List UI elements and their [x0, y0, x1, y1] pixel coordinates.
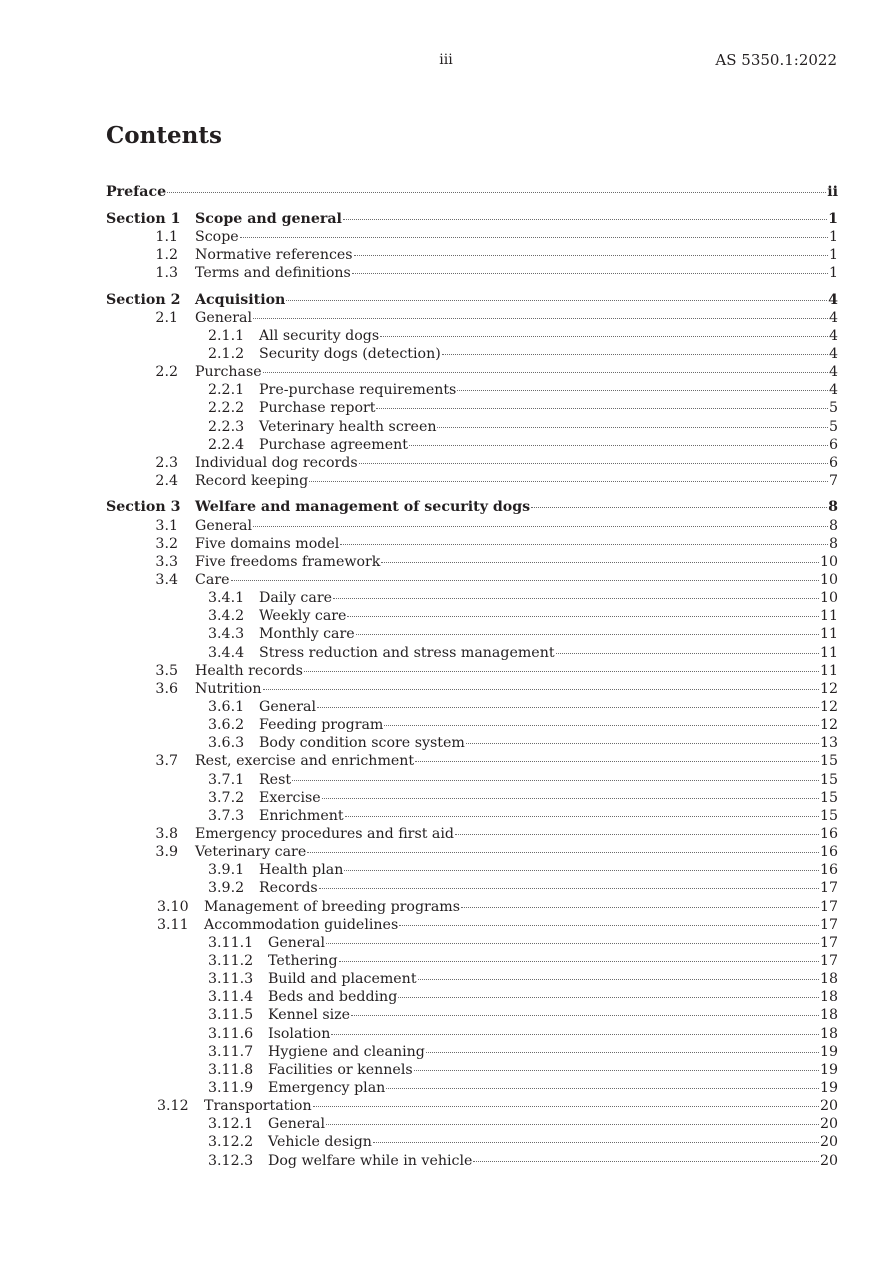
toc-dot-leader [442, 354, 828, 355]
toc-entry-number: 3.12.1 [208, 1116, 254, 1133]
toc-dot-leader [461, 907, 819, 908]
toc-dot-leader [339, 961, 819, 962]
toc-entry[interactable] [106, 1079, 838, 1097]
toc-dot-leader [409, 445, 828, 446]
toc-entry-page: 10 [819, 572, 838, 588]
toc-entry-number: 1.3 [155, 265, 178, 282]
toc-dot-leader [307, 852, 819, 853]
toc-entry-page: 4 [828, 291, 838, 308]
toc-dot-leader [331, 1034, 819, 1035]
toc-entry-label: Vehicle design [268, 1134, 372, 1151]
toc-entry[interactable] [106, 607, 838, 625]
toc-entry[interactable] [106, 1133, 838, 1151]
toc-entry-page: 6 [828, 454, 838, 471]
toc-entry-page: 10 [819, 590, 838, 607]
toc-dot-leader [326, 943, 819, 944]
toc-entry[interactable] [106, 1152, 838, 1170]
toc-dot-leader [398, 997, 819, 998]
toc-entry-label: Management of breeding programs [204, 898, 461, 915]
toc-entry-page: 18 [819, 971, 838, 988]
toc-entry-label: Records [259, 880, 318, 897]
toc-entry-page: 7 [828, 473, 838, 489]
toc-entry[interactable] [106, 436, 838, 454]
toc-entry[interactable] [106, 1006, 838, 1024]
toc-entry-page: 4 [828, 364, 838, 381]
toc-entry-label: Five freedoms framework [195, 553, 381, 570]
toc-entry-page: 11 [819, 608, 838, 625]
toc-entry[interactable] [106, 1097, 838, 1115]
toc-entry[interactable] [106, 589, 838, 607]
toc-entry-label: Security dogs (detection) [259, 346, 441, 363]
toc-entry[interactable] [106, 988, 838, 1006]
toc-entry-label: Veterinary care [195, 844, 307, 861]
toc-entry-page: 17 [819, 880, 838, 897]
toc-dot-leader [313, 1106, 819, 1107]
toc-entry[interactable] [106, 970, 838, 988]
toc-entry-label: Veterinary health screen [259, 418, 437, 435]
toc-entry-number: 3.6 [155, 680, 178, 697]
toc-dot-leader [473, 1161, 819, 1162]
toc-entry[interactable] [106, 517, 838, 535]
toc-entry-label: General [268, 934, 326, 951]
toc-dot-leader [457, 390, 828, 391]
toc-entry[interactable] [106, 228, 838, 246]
toc-dot-leader [167, 192, 826, 193]
toc-entry-page: 4 [828, 382, 838, 399]
toc-entry[interactable] [106, 934, 838, 952]
toc-entry-label: Dog welfare while in vehicle [268, 1152, 473, 1169]
toc-entry-page: 15 [819, 753, 838, 770]
toc-entry-label: Purchase agreement [259, 436, 408, 453]
toc-entry[interactable] [106, 264, 838, 282]
toc-dot-leader [326, 1124, 819, 1125]
toc-entry-page: 18 [819, 1025, 838, 1042]
toc-dot-leader [292, 780, 819, 781]
toc-entry-number: 3.6.2 [208, 717, 245, 734]
toc-entry-label: Acquisition [195, 291, 286, 308]
toc-entry-page: 11 [819, 662, 838, 679]
toc-entry-label: Care [195, 572, 230, 588]
toc-entry-label: Individual dog records [195, 454, 358, 471]
toc-entry-page: 4 [828, 346, 838, 363]
toc-entry-page: 5 [828, 400, 838, 417]
toc-entry-page: 17 [819, 952, 838, 969]
toc-entry-label: Health records [195, 662, 303, 679]
toc-entry-number: Section 2 [106, 291, 181, 308]
toc-entry-label: Beds and bedding [268, 989, 398, 1006]
toc-entry-label: Feeding program [259, 717, 384, 734]
toc-entry-label: Facilities or kennels [268, 1061, 413, 1078]
toc-entry-page: 13 [819, 735, 838, 752]
toc-dot-leader [376, 408, 827, 409]
toc-entry[interactable] [106, 879, 838, 897]
toc-dot-leader [418, 979, 819, 980]
toc-dot-leader [309, 481, 828, 482]
toc-entry[interactable] [106, 418, 838, 436]
toc-entry[interactable] [106, 571, 838, 589]
table-of-contents [106, 175, 838, 1170]
toc-entry-number: 2.1.1 [208, 327, 245, 344]
toc-entry-label: Purchase report [259, 400, 376, 417]
toc-entry-number: 3.11.5 [208, 1007, 254, 1024]
toc-entry[interactable] [106, 752, 838, 770]
toc-entry-label: Daily care [259, 590, 333, 607]
toc-entry-page: 16 [819, 844, 838, 861]
toc-entry-number: 3.11.3 [208, 971, 254, 988]
toc-entry-label: Weekly care [259, 608, 347, 625]
page-number: iii [439, 52, 453, 68]
toc-entry-label: Accommodation guidelines [204, 916, 399, 933]
toc-entry-label: Build and placement [268, 971, 417, 988]
toc-entry-number: 1.2 [155, 247, 178, 264]
toc-entry[interactable] [106, 789, 838, 807]
toc-dot-leader [322, 798, 819, 799]
toc-dot-leader [381, 562, 819, 563]
toc-entry-number: 3.7.2 [208, 789, 245, 806]
toc-entry-number: 2.2 [155, 364, 178, 381]
toc-entry-number: 3.11.8 [208, 1061, 254, 1078]
toc-entry-page: 12 [819, 717, 838, 734]
toc-dot-leader [317, 707, 819, 708]
toc-entry-page: 12 [819, 698, 838, 715]
toc-entry-number: 3.4.1 [208, 590, 245, 607]
toc-entry-number: 3.12 [157, 1098, 189, 1115]
toc-entry-label: All security dogs [259, 327, 380, 344]
toc-entry-number: 3.11.4 [208, 989, 254, 1006]
toc-dot-leader [343, 219, 827, 220]
toc-entry-label: General [268, 1116, 326, 1133]
toc-dot-leader [240, 237, 828, 238]
toc-entry[interactable] [106, 716, 838, 734]
toc-entry-number: 3.11.2 [208, 952, 254, 969]
toc-entry[interactable] [106, 662, 838, 680]
toc-entry-page: 10 [819, 553, 838, 570]
toc-entry[interactable] [106, 535, 838, 553]
toc-dot-leader [373, 1142, 819, 1143]
toc-entry-number: 2.3 [155, 454, 178, 471]
toc-dot-leader [263, 689, 819, 690]
toc-entry-label: Emergency procedures and first aid [195, 825, 455, 842]
toc-dot-leader [231, 580, 819, 581]
toc-dot-leader [384, 725, 819, 726]
toc-entry-label: Five domains model [195, 535, 340, 552]
toc-dot-leader [351, 1015, 819, 1016]
toc-dot-leader [304, 671, 819, 672]
toc-entry[interactable] [106, 1061, 838, 1079]
toc-dot-leader [415, 761, 819, 762]
toc-entry-page: ii [827, 184, 838, 201]
toc-entry-label: Rest [259, 771, 292, 788]
toc-entry[interactable] [106, 771, 838, 789]
toc-dot-leader [344, 870, 819, 871]
toc-entry-number: 2.2.4 [208, 436, 245, 453]
toc-dot-leader [455, 834, 819, 835]
toc-entry-number: 3.7.3 [208, 807, 245, 824]
toc-entry-number: 2.1.2 [208, 346, 245, 363]
toc-entry-number: 2.2.3 [208, 418, 245, 435]
toc-entry-label: General [259, 698, 317, 715]
toc-entry-label: Exercise [259, 789, 321, 806]
toc-entry-page: 1 [828, 247, 838, 264]
toc-dot-leader [263, 372, 828, 373]
toc-entry-label: Pre-purchase requirements [259, 382, 457, 399]
toc-entry[interactable] [106, 861, 838, 879]
toc-entry[interactable] [106, 454, 838, 472]
toc-entry-label: General [195, 309, 253, 326]
toc-entry-label: Scope and general [195, 210, 342, 227]
toc-entry-number: 3.4.4 [208, 644, 245, 661]
toc-entry-number: 3.12.3 [208, 1152, 254, 1169]
toc-entry[interactable] [106, 644, 838, 662]
toc-entry[interactable] [106, 843, 838, 861]
toc-entry-label: Health plan [259, 862, 344, 879]
toc-entry-number: 3.7.1 [208, 771, 245, 788]
toc-entry[interactable] [106, 399, 838, 417]
toc-entry-page: 4 [828, 309, 838, 326]
toc-dot-leader [556, 653, 819, 654]
toc-entry-number: 3.4 [155, 572, 178, 588]
toc-entry-label: Monthly care [259, 626, 355, 643]
toc-entry-number: 3.6.3 [208, 735, 245, 752]
toc-entry-number: 3.10 [157, 898, 189, 915]
toc-entry-label: Body condition score system [259, 735, 465, 752]
toc-entry[interactable] [106, 1043, 838, 1061]
toc-dot-leader [319, 888, 819, 889]
toc-entry[interactable] [106, 498, 838, 516]
toc-entry-page: 8 [828, 535, 838, 552]
toc-dot-leader [531, 507, 827, 508]
document-identifier: AS 5350.1:2022 [715, 51, 837, 69]
toc-entry-number: 3.9 [155, 844, 178, 861]
toc-entry[interactable] [106, 807, 838, 825]
toc-dot-leader [437, 427, 827, 428]
toc-dot-leader [356, 634, 819, 635]
toc-entry-number: 3.4.2 [208, 608, 245, 625]
toc-entry-label: Enrichment [259, 807, 344, 824]
toc-entry[interactable] [106, 345, 838, 363]
toc-entry-label: Record keeping [195, 473, 309, 489]
toc-entry[interactable] [106, 309, 838, 327]
toc-entry-page: 16 [819, 862, 838, 879]
toc-entry-page: 20 [819, 1152, 838, 1169]
toc-entry-page: 11 [819, 626, 838, 643]
toc-dot-leader [466, 743, 819, 744]
toc-entry-page: 16 [819, 825, 838, 842]
toc-entry-label: Kennel size [268, 1007, 351, 1024]
toc-entry-page: 19 [819, 1079, 838, 1096]
toc-entry[interactable] [106, 381, 838, 399]
toc-entry-page: 1 [828, 265, 838, 282]
toc-entry-page: 8 [828, 499, 838, 516]
toc-entry-page: 6 [828, 436, 838, 453]
toc-entry-number: 2.1 [155, 309, 178, 326]
toc-entry-number: 3.12.2 [208, 1134, 254, 1151]
toc-entry[interactable] [106, 680, 838, 698]
toc-dot-leader [426, 1052, 819, 1053]
toc-entry-page: 19 [819, 1043, 838, 1060]
toc-entry-number: 3.2 [155, 535, 178, 552]
toc-entry-label: Scope [195, 228, 239, 245]
toc-entry-label: Preface [106, 184, 167, 201]
toc-entry[interactable] [106, 952, 838, 970]
toc-entry[interactable] [106, 553, 838, 571]
toc-entry-page: 17 [819, 916, 838, 933]
toc-entry[interactable] [106, 825, 838, 843]
toc-entry-number: Section 1 [106, 210, 181, 227]
toc-entry-number: Section 3 [106, 499, 181, 516]
toc-entry-number: 3.8 [155, 825, 178, 842]
toc-dot-leader [354, 255, 828, 256]
toc-dot-leader [386, 1088, 819, 1089]
toc-entry-page: 15 [819, 789, 838, 806]
toc-entry-page: 12 [819, 680, 838, 697]
toc-entry-page: 18 [819, 1007, 838, 1024]
toc-entry[interactable] [106, 698, 838, 716]
toc-dot-leader [399, 925, 819, 926]
toc-dot-leader [352, 273, 828, 274]
toc-entry-number: 3.9.1 [208, 862, 245, 879]
toc-entry-number: 3.5 [155, 662, 178, 679]
toc-entry-page: 20 [819, 1116, 838, 1133]
toc-entry-number: 3.9.2 [208, 880, 245, 897]
toc-entry-label: Terms and definitions [195, 265, 351, 282]
toc-entry-number: 3.7 [155, 753, 178, 770]
toc-entry-page: 5 [828, 418, 838, 435]
toc-entry-page: 20 [819, 1134, 838, 1151]
toc-entry[interactable] [106, 327, 838, 345]
toc-entry-number: 3.4.3 [208, 626, 245, 643]
toc-entry-page: 20 [819, 1098, 838, 1115]
toc-entry-number: 3.11.6 [208, 1025, 254, 1042]
toc-entry-page: 1 [828, 228, 838, 245]
toc-entry[interactable] [106, 734, 838, 752]
toc-dot-leader [414, 1070, 819, 1071]
toc-entry[interactable] [106, 1025, 838, 1043]
toc-entry-label: General [195, 517, 253, 534]
toc-entry[interactable] [106, 1115, 838, 1133]
toc-entry[interactable] [106, 246, 838, 264]
toc-entry-number: 2.2.2 [208, 400, 245, 417]
toc-dot-leader [347, 616, 818, 617]
toc-dot-leader [286, 300, 827, 301]
toc-dot-leader [253, 526, 828, 527]
toc-entry-label: Rest, exercise and enrichment [195, 753, 415, 770]
toc-entry-page: 4 [828, 327, 838, 344]
toc-entry-label: Isolation [268, 1025, 331, 1042]
toc-entry-number: 3.11.7 [208, 1043, 254, 1060]
toc-entry[interactable] [106, 898, 838, 916]
toc-entry-number: 3.11.1 [208, 934, 254, 951]
toc-entry-page: 17 [819, 898, 838, 915]
toc-entry[interactable] [106, 472, 838, 490]
toc-entry-label: Welfare and management of security dogs [195, 499, 531, 516]
toc-entry-page: 19 [819, 1061, 838, 1078]
toc-entry[interactable] [106, 916, 838, 934]
toc-entry-number: 2.4 [155, 473, 178, 489]
toc-entry[interactable] [106, 363, 838, 381]
toc-entry-page: 11 [819, 644, 838, 661]
toc-entry-number: 3.1 [155, 517, 178, 534]
toc-entry-page: 8 [828, 517, 838, 534]
toc-entry-label: Emergency plan [268, 1079, 386, 1096]
toc-entry-page: 15 [819, 807, 838, 824]
toc-entry[interactable] [106, 291, 838, 309]
toc-dot-leader [380, 336, 828, 337]
toc-dot-leader [359, 463, 828, 464]
toc-dot-leader [333, 598, 819, 599]
page-title: Contents [106, 122, 222, 149]
toc-entry-label: Stress reduction and stress management [259, 644, 555, 661]
toc-entry[interactable] [106, 210, 838, 228]
toc-dot-leader [345, 816, 819, 817]
toc-entry-number: 2.2.1 [208, 382, 245, 399]
toc-entry-number: 1.1 [155, 228, 178, 245]
toc-entry[interactable] [106, 183, 838, 201]
toc-entry-label: Purchase [195, 364, 262, 381]
toc-entry-page: 15 [819, 771, 838, 788]
toc-entry-page: 18 [819, 989, 838, 1006]
toc-entry-label: Normative references [195, 247, 353, 264]
toc-dot-leader [340, 544, 828, 545]
toc-entry-number: 3.6.1 [208, 698, 245, 715]
toc-entry-label: Hygiene and cleaning [268, 1043, 425, 1060]
toc-dot-leader [253, 318, 828, 319]
toc-entry-page: 17 [819, 934, 838, 951]
toc-entry-number: 3.11 [157, 916, 189, 933]
toc-entry-number: 3.3 [155, 553, 178, 570]
toc-entry-label: Nutrition [195, 680, 262, 697]
toc-entry[interactable] [106, 625, 838, 643]
toc-entry-number: 3.11.9 [208, 1079, 254, 1096]
toc-entry-page: 1 [828, 210, 838, 227]
toc-entry-label: Tethering [268, 952, 338, 969]
toc-entry-label: Transportation [204, 1098, 312, 1115]
